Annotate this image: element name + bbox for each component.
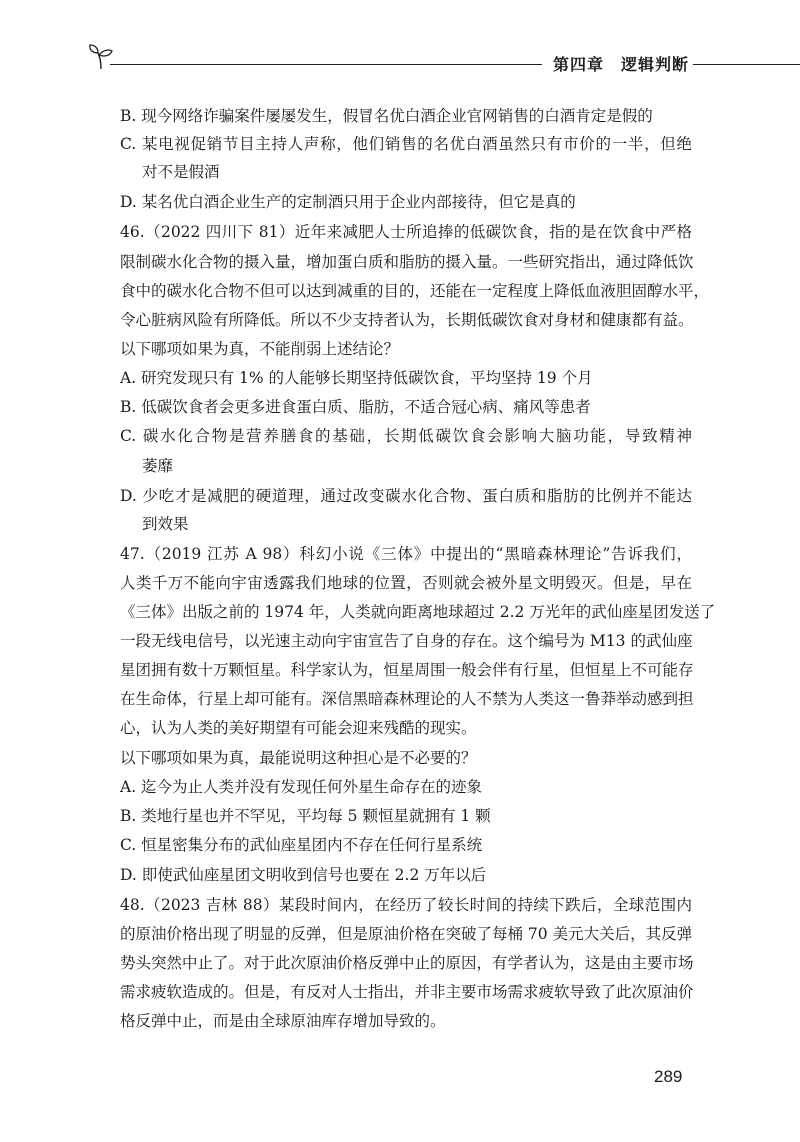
page-header: [0, 30, 800, 80]
option-a-q46: A. 研究发现只有 1% 的人能够长期坚持低碳饮食，平均坚持 19 个月: [120, 369, 593, 387]
question-47-stem: 47.（2019 江苏 A 98）科幻小说《三体》中提出的“黑暗森林理论”告诉我们，: [120, 545, 692, 563]
question-48-stem: 势头突然中止了。对于此次原油价格反弹中止的原因，有学者认为，这是由主要市场: [120, 954, 694, 972]
option-d-q45: D. 某名优白酒企业生产的定制酒只用于企业内部接待，但它是真的: [120, 193, 576, 211]
question-47-stem: 在生命体，行星上却可能有。深信黑暗森林理论的人不禁为人类这一鲁莽举动感到担: [120, 690, 694, 708]
option-b-q45: B. 现今网络诈骗案件屡屡发生，假冒名优白酒企业官网销售的白酒肯定是假的: [120, 107, 653, 125]
option-c-q45-cont: 对不是假酒: [142, 163, 220, 181]
option-c-q46-cont: 萎靡: [142, 457, 174, 475]
header-rule-left: [110, 64, 542, 65]
option-a-q47: A. 迄今为止人类并没有发现任何外星生命存在的迹象: [120, 778, 483, 796]
page-number: 289: [654, 1067, 683, 1086]
option-d-q47: D. 即使武仙座星团文明收到信号也要在 2.2 万年以后: [120, 866, 487, 884]
option-d-q46-cont: 到效果: [142, 515, 189, 533]
chapter-title: 第四章 逻辑判断: [553, 55, 690, 74]
question-47-prompt: 以下哪项如果为真，最能说明这种担心是不必要的？: [120, 749, 477, 767]
question-48-stem: 格反弹中止，而是由全球原油库存增加导致的。: [120, 1012, 446, 1030]
question-46-stem: 限制碳水化合物的摄入量，增加蛋白质和脂肪的摄入量。一些研究指出，通过降低饮: [120, 253, 694, 271]
question-47-stem: 人类千万不能向宇宙透露我们地球的位置，否则就会被外星文明毁灭。但是，早在: [120, 574, 692, 592]
question-47-stem: 《三体》出版之前的 1974 年，人类就向距离地球超过 2.2 万光年的武仙座星团发送了: [120, 603, 716, 621]
option-c-q47: C. 恒星密集分布的武仙座星团内不存在任何行星系统: [120, 836, 483, 854]
option-d-q46: D. 少吃才是减肥的硬道理，通过改变碳水化合物、蛋白质和脂肪的比例并不能达: [120, 487, 692, 505]
question-47-stem: 星团拥有数十万颗恒星。科学家认为，恒星周围一般会伴有行星，但恒星上不可能存: [120, 661, 694, 679]
question-46-prompt: 以下哪项如果为真，不能削弱上述结论？: [120, 340, 400, 358]
question-46-stem: 令心脏病风险有所降低。所以不少支持者认为，长期低碳饮食对身材和健康都有益。: [120, 311, 694, 329]
option-c-q46: C. 碳水化合物是营养膳食的基础，长期低碳饮食会影响大脑功能，导致精神: [120, 427, 692, 445]
option-b-q47: B. 类地行星也并不罕见，平均每 5 颗恒星就拥有 1 颗: [120, 807, 491, 825]
question-47-stem: 心，认为人类的美好期望有可能会迎来残酷的现实。: [120, 719, 477, 737]
question-48-stem: 的原油价格出现了明显的反弹，但是原油价格在突破了每桶 70 美元大关后，其反弹: [120, 925, 693, 943]
option-b-q46: B. 低碳饮食者会更多进食蛋白质、脂肪，不适合冠心病、痛风等患者: [120, 398, 591, 416]
header-rule-right: [693, 64, 800, 65]
question-48-stem: 需求疲软造成的。但是，有反对人士指出，并非主要市场需求疲软导致了此次原油价: [120, 983, 694, 1001]
question-46-stem: 食中的碳水化合物不但可以达到减重的目的，还能在一定程度上降低血液胆固醇水平，: [120, 282, 710, 300]
option-c-q45: C. 某电视促销节目主持人声称，他们销售的名优白酒虽然只有市价的一半，但绝: [120, 135, 692, 153]
sprout-icon: [88, 42, 114, 70]
question-46-stem: 46.（2022 四川下 81）近年来减肥人士所追捧的低碳饮食，指的是在饮食中严格: [120, 223, 692, 241]
question-48-stem: 48.（2023 吉林 88）某段时间内，在经历了较长时间的持续下跌后，全球范围内: [120, 896, 692, 914]
question-47-stem: 一段无线电信号，以光速主动向宇宙宣告了自身的存在。这个编号为 M13 的武仙座: [120, 632, 693, 650]
